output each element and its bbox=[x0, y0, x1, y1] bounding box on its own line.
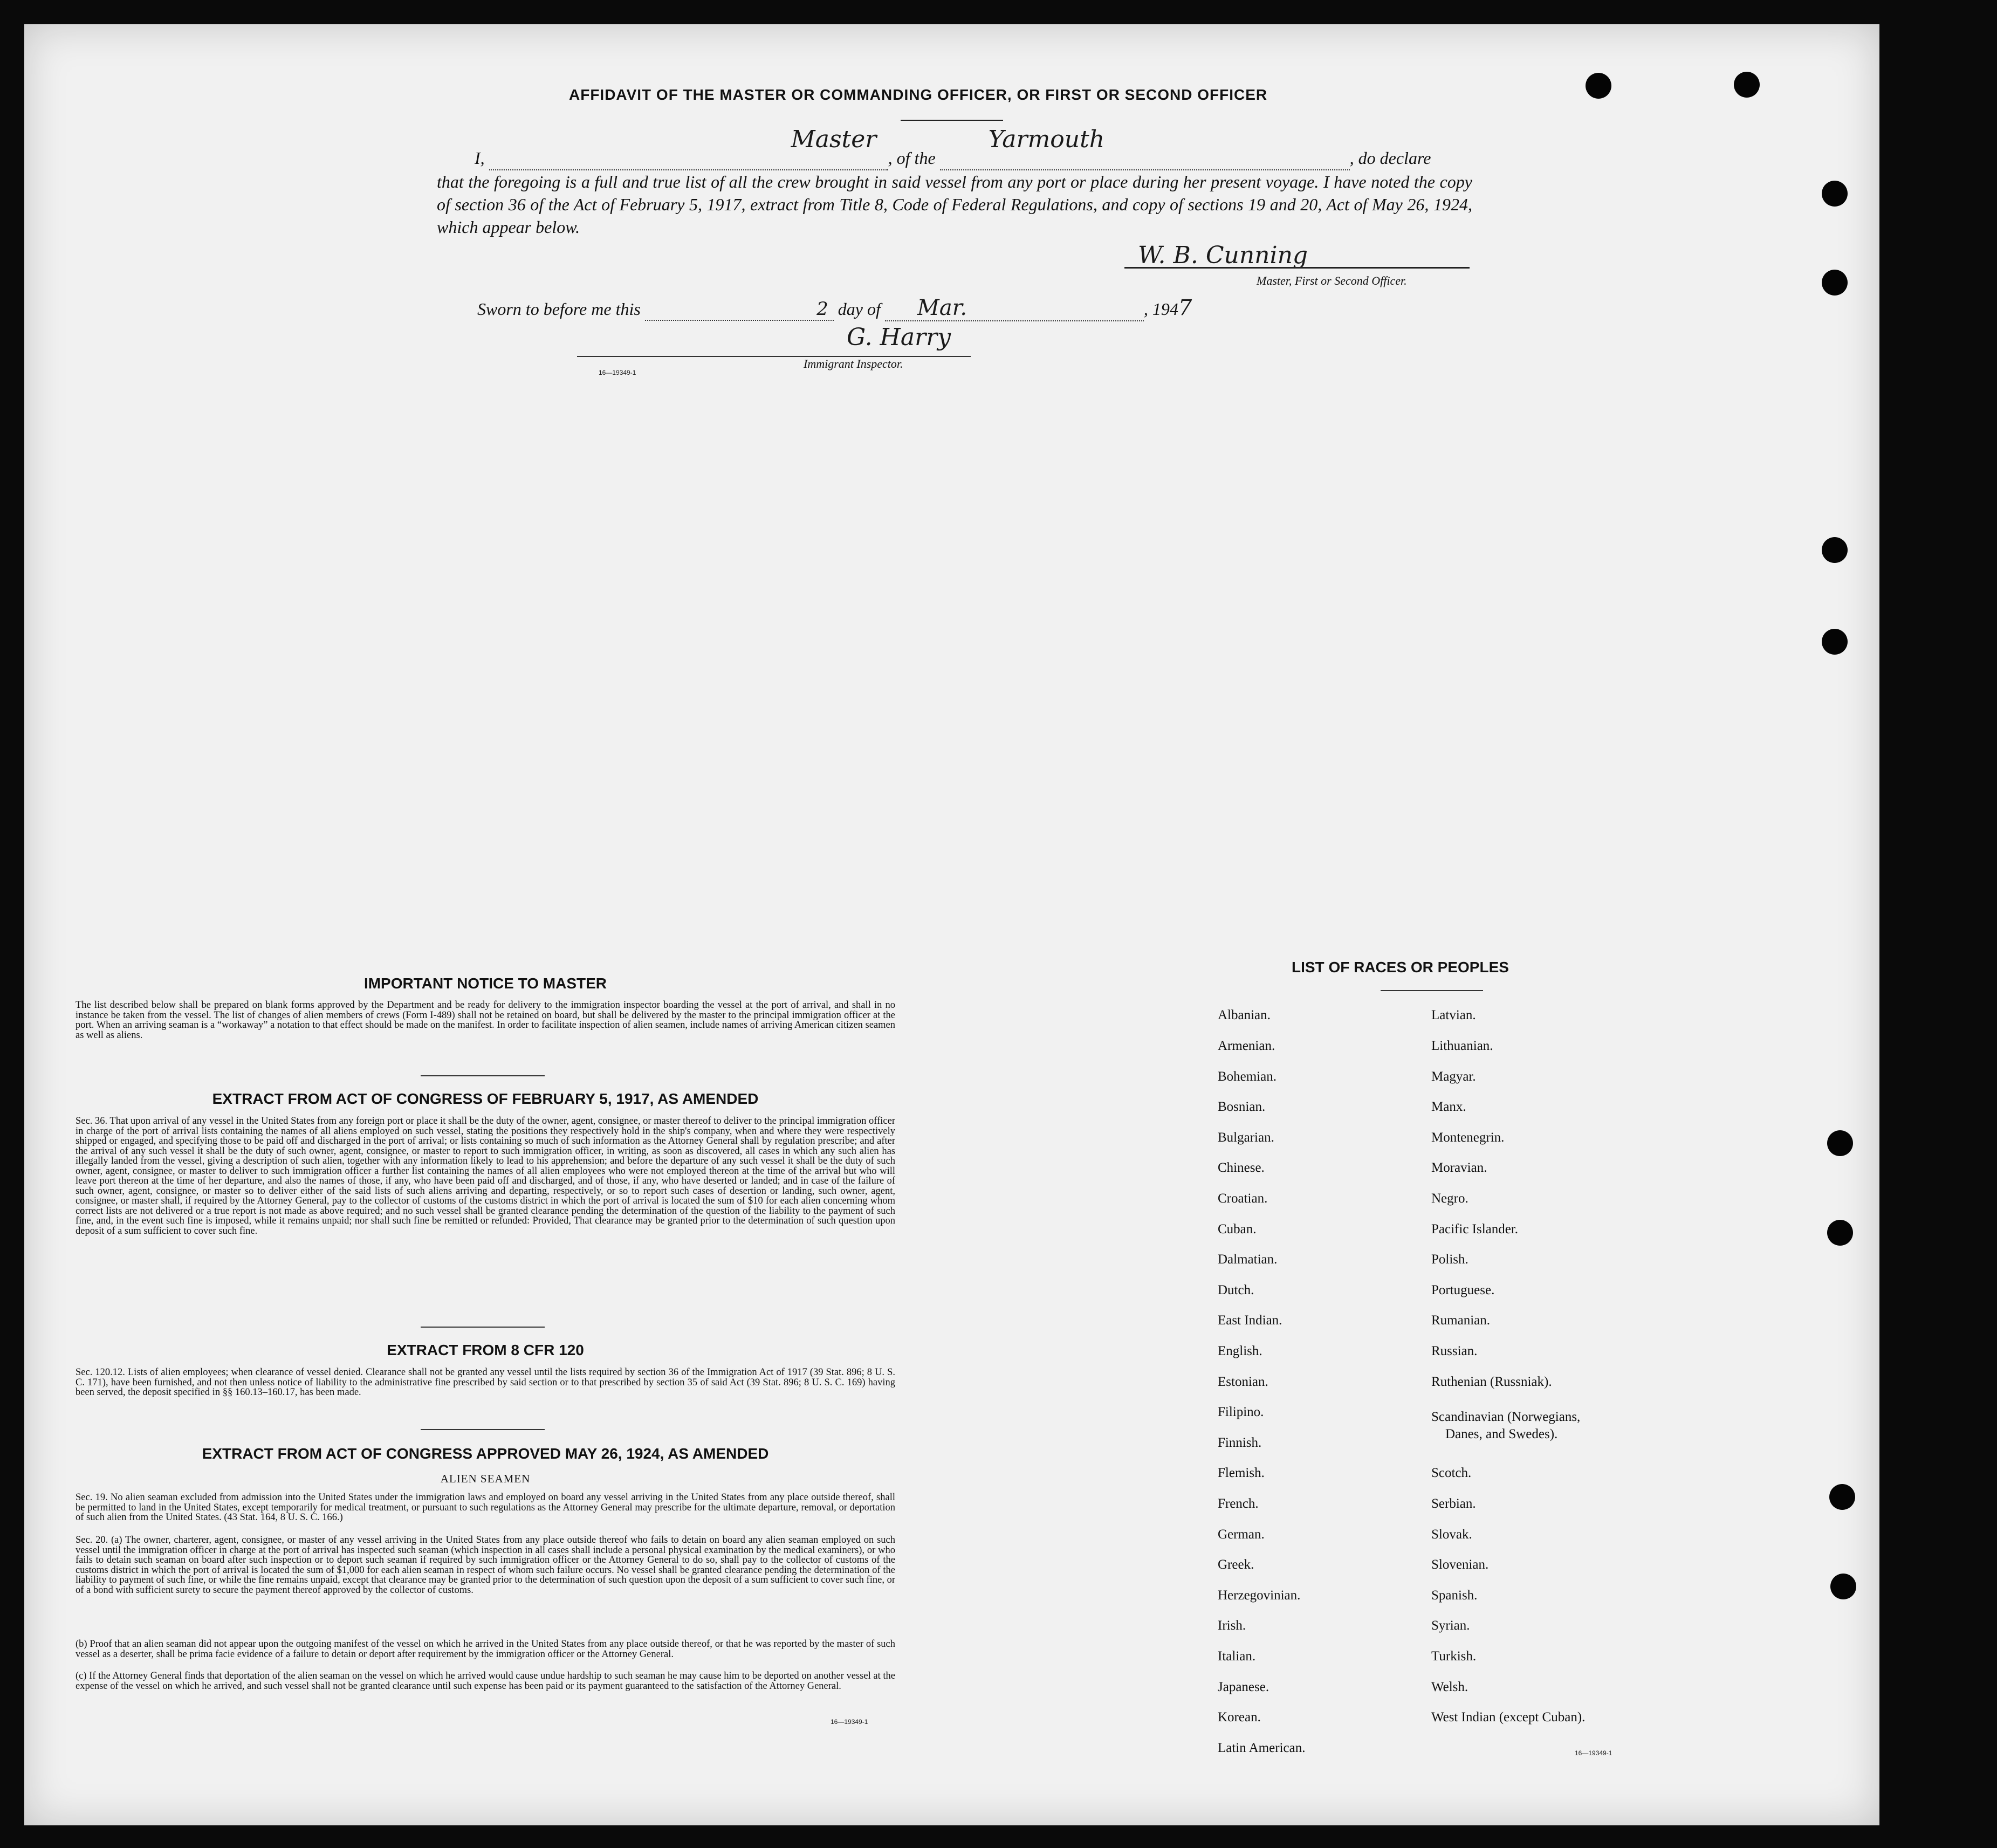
races-rule bbox=[1381, 990, 1483, 991]
races-title: LIST OF RACES OR PEOPLES bbox=[1292, 959, 1509, 975]
form-number: 16—19349-1 bbox=[831, 1718, 868, 1726]
race-left-item: Dalmatian. bbox=[1218, 1252, 1278, 1267]
race-right-item: Magyar. bbox=[1431, 1069, 1476, 1084]
section-rule bbox=[421, 1327, 545, 1328]
race-left-item: Flemish. bbox=[1218, 1466, 1265, 1480]
race-left-item: Italian. bbox=[1218, 1649, 1256, 1664]
declaration-pronoun: I, bbox=[475, 148, 485, 168]
race-right-item: Moravian. bbox=[1431, 1160, 1487, 1175]
race-right-item: Turkish. bbox=[1431, 1649, 1477, 1664]
affidavit-body bbox=[437, 126, 1472, 238]
race-right-item: West Indian (except Cuban). bbox=[1431, 1710, 1586, 1725]
race-right-item: Welsh. bbox=[1431, 1680, 1468, 1694]
master-signature: W. B. Cunning bbox=[1138, 242, 1308, 269]
notice-title: IMPORTANT NOTICE TO MASTER bbox=[363, 975, 607, 992]
section-rule bbox=[421, 1429, 545, 1430]
vessel-name-handwritten: Yarmouth bbox=[988, 126, 1105, 153]
inspector-caption: Immigrant Inspector. bbox=[804, 357, 903, 370]
punch-hole bbox=[1734, 72, 1760, 98]
punch-hole bbox=[1829, 1484, 1855, 1510]
race-left-item: Estonian. bbox=[1218, 1375, 1268, 1389]
notice-text: The list described below shall be prepared on blank forms approved by the Department and be ready for delivery to the immigration inspector boarding the vessel at the port of arrival, and shall in no instance be taken from the vessel. The list of changes of alien members of crews (Form I-489) shall not be retained on board, but shall be delivered by the master to the principal immigration officer at the port. When an arriving seaman is a “workaway” a notation to that effect should be made on the manifest. In order to facilitate inspection of alien seamen, include names of arriving American citizen seamen as well as aliens. bbox=[76, 1000, 895, 1041]
race-right-item: Slovak. bbox=[1431, 1527, 1472, 1542]
of-the-label: , of the bbox=[888, 148, 936, 168]
race-right-item: Latvian. bbox=[1431, 1008, 1476, 1022]
race-left-item: Filipino. bbox=[1218, 1405, 1264, 1419]
declare-label: , do declare bbox=[1349, 148, 1431, 168]
race-right-item: Scotch. bbox=[1431, 1466, 1472, 1480]
race-left-item: French. bbox=[1218, 1496, 1259, 1511]
race-right-item: Rumanian. bbox=[1431, 1313, 1491, 1328]
race-left-item: Bohemian. bbox=[1218, 1069, 1277, 1084]
race-left-item: Croatian. bbox=[1218, 1191, 1268, 1206]
punch-hole bbox=[1827, 1220, 1853, 1246]
sworn-year-prefix: , 194 bbox=[1143, 299, 1178, 319]
extract-1924-subtitle: ALIEN SEAMEN bbox=[440, 1472, 531, 1485]
day-of-label: day of bbox=[838, 299, 881, 319]
punch-hole bbox=[1822, 181, 1848, 207]
race-right-item: Polish. bbox=[1431, 1252, 1468, 1267]
race-right-item: Montenegrin. bbox=[1431, 1130, 1505, 1145]
sworn-year-digit: 7 bbox=[1178, 296, 1192, 320]
sworn-day: 2 bbox=[816, 298, 828, 320]
race-left-item: Armenian. bbox=[1218, 1039, 1275, 1053]
race-left-item: Bulgarian. bbox=[1218, 1130, 1274, 1145]
race-right-item: Lithuanian. bbox=[1431, 1039, 1493, 1053]
sworn-day-field bbox=[645, 298, 834, 321]
race-left-item: Albanian. bbox=[1218, 1008, 1271, 1022]
race-left-item: Irish. bbox=[1218, 1618, 1246, 1633]
punch-hole bbox=[1822, 629, 1848, 655]
race-left-item: German. bbox=[1218, 1527, 1265, 1542]
extract-1924-title: EXTRACT FROM ACT OF CONGRESS APPROVED MAY 26, 1924, AS AMENDED bbox=[202, 1445, 769, 1462]
form-number: 16—19349-1 bbox=[599, 369, 636, 376]
extract-1917-title: EXTRACT FROM ACT OF CONGRESS OF FEBRUARY 5, 1917, AS AMENDED bbox=[212, 1090, 759, 1107]
declarant-role-field bbox=[489, 126, 888, 170]
title-rule bbox=[901, 120, 1003, 121]
race-right-item: Portuguese. bbox=[1431, 1283, 1495, 1297]
punch-hole bbox=[1822, 537, 1848, 563]
race-right-item: Slovenian. bbox=[1431, 1557, 1489, 1572]
punch-hole bbox=[1827, 1130, 1853, 1156]
race-right-item: Ruthenian (Russniak). bbox=[1431, 1375, 1552, 1389]
inspector-signature-line bbox=[577, 356, 971, 357]
race-left-item: East Indian. bbox=[1218, 1313, 1282, 1328]
race-right-item: Syrian. bbox=[1431, 1618, 1470, 1633]
form-number: 16—19349-1 bbox=[1575, 1749, 1612, 1757]
extract-1924-sec20b: (b) Proof that an alien seaman did not appear upon the outgoing manifest of the vessel on which he arrived in the United States from any place outside thereof, or that he was reported by the master of such vessel as a deserter, shall be prima facie evidence of a failure to detain or deport after requirement by the immigration officer or the Attorney General. bbox=[76, 1639, 895, 1660]
extract-1924-sec19: Sec. 19. No alien seaman excluded from admission into the United States under the immigration laws and employed on board any vessel arriving in the United States from any place outside thereof, shall be permitted to land in the United States, except temporarily for medical treatment, or pursuant to such regulations as the Attorney General may prescribe for the ultimate departure, removal, or deportation of such alien from the United States. (43 Stat. 164, 8 U. S. C. 166.) bbox=[76, 1492, 895, 1523]
signature-line bbox=[1124, 267, 1470, 269]
race-left-item: Greek. bbox=[1218, 1557, 1254, 1572]
race-left-item: Korean. bbox=[1218, 1710, 1261, 1725]
sworn-line bbox=[477, 296, 1192, 321]
affidavit-title: AFFIDAVIT OF THE MASTER OR COMMANDING OFFICER, OR FIRST OR SECOND OFFICER bbox=[569, 86, 1268, 103]
punch-hole bbox=[1830, 1574, 1856, 1599]
punch-hole bbox=[1586, 73, 1611, 99]
race-left-item: Herzegovinian. bbox=[1218, 1588, 1301, 1603]
race-left-item: Cuban. bbox=[1218, 1222, 1257, 1236]
extract-1924-sec20a: Sec. 20. (a) The owner, charterer, agent, consignee, or master of any vessel arriving in the United States from any place outside thereof who fails to detain on board any alien seaman employed on such vessel until the immigration officer in charge at the port of arrival has inspected such seaman (which inspection in all cases shall include a personal physical examination by the medical examiners), or who fails to detain such seaman on board after such inspection or to deport such seaman if required by such immigration officer or the Attorney General to do so, shall pay to the collector of customs of the customs district in which the port of arrival is located the sum of $1,000 for each alien seaman in respect of whom such failure occurs. No vessel shall be granted clearance pending the determination of the liability to payment of such fine, or while the fine remains unpaid, except that clearance may be granted prior to the determination of such question upon the deposit of a sum sufficient to cover such fine, or of a bond with sufficient surety to secure the payment thereof approved by the collector of customs. bbox=[76, 1535, 895, 1596]
sworn-month: Mar. bbox=[917, 296, 967, 320]
race-left-item: Dutch. bbox=[1218, 1283, 1254, 1297]
race-right-item: Pacific Islander. bbox=[1431, 1222, 1519, 1236]
race-right-item: Manx. bbox=[1431, 1100, 1466, 1114]
sworn-label: Sworn to before me this bbox=[477, 299, 641, 319]
race-right-item: Scandinavian (Norwegians, bbox=[1431, 1410, 1581, 1424]
race-right-item: Serbian. bbox=[1431, 1496, 1476, 1511]
signature-caption: Master, First or Second Officer. bbox=[1257, 274, 1407, 287]
extract-1917-text: Sec. 36. That upon arrival of any vessel in the United States from any foreign port or place it shall be the duty of the owner, agent, consignee, or master thereof to deliver to the principal immigration officer in charge of the port of arrival lists containing the names of all aliens employed on such vessel, stating the positions they respectively hold in the ship's company, when and where they were respectively shipped or engaged, and specifying those to be paid off and discharged in the port of arrival; or lists containing so much of such information as the Attorney General shall by regulation prescribe; and after the arrival of any such vessel it shall be the duty of such owner, agent, consignee, or master to report to such immigration officer, in writing, as soon as discovered, all cases in which any such alien has illegally landed from the vessel, giving a description of such alien, together with any information likely to lead to his apprehension; and before the departure of any such vessel it shall be the duty of such owner, agent, consignee, or master to deliver to such immigration officer a further list containing the names of all alien employees who were not employed thereon at the time of the arrival but who will leave port thereon at the time of her departure, and also the names of those, if any, who have been paid off and discharged, and of those, if any, who have deserted or landed; and in case of the failure of such owner, agent, consignee, or master so to deliver either of the said lists of such aliens arriving and departing, respectively, or so to report such cases of desertion or landing, such owner, agent, consignee, or master shall, if required by the Attorney General, pay to the collector of customs of the customs district in which the port of arrival is located the sum of $10 for each alien concerning whom correct lists are not delivered or a true report is not made as above required; and no such vessel shall be granted clearance pending the determination of the question of the liability to the payment of such fine, and, in the event such fine is imposed, while it remains unpaid; nor shall such fine be remitted or refunded: Provided, That clearance may be granted prior to the determination of such question upon deposit of a sum sufficient to cover such fine. bbox=[76, 1116, 895, 1236]
sworn-month-field bbox=[885, 296, 1144, 321]
race-left-item: Chinese. bbox=[1218, 1160, 1265, 1175]
race-right-item: Negro. bbox=[1431, 1191, 1468, 1206]
race-left-item: Finnish. bbox=[1218, 1435, 1262, 1450]
extract-cfr-text: Sec. 120.12. Lists of alien employees; when clearance of vessel denied. Clearance shall not be granted any vessel until the lists required by section 36 of the Immigration Act of 1917 (39 Stat. 896; 8 U. S. C. 171), have been furnished, and not then unless notice of liability to the administrative fine prescribed by said section or to that prescribed by section 35 of said Act (39 Stat. 896; 8 U. S. C. 169) having been served, the deposit specified in §§ 160.13–160.17, has been made. bbox=[76, 1367, 895, 1398]
race-left-item: Japanese. bbox=[1218, 1680, 1269, 1694]
race-left-item: English. bbox=[1218, 1344, 1262, 1358]
race-right-item: Russian. bbox=[1431, 1344, 1478, 1358]
punch-hole bbox=[1822, 270, 1848, 296]
vessel-name-field bbox=[940, 126, 1350, 170]
section-rule bbox=[421, 1075, 545, 1076]
extract-1924-sec20c: (c) If the Attorney General finds that deportation of the alien seaman on the vessel on which he arrived would cause undue hardship to such seaman he may cause him to be deported on another vessel at the expense of the vessel on which he arrived, and such vessel shall not be granted clearance until such expense has been paid or its payment guaranteed to the satisfaction of the Attorney General. bbox=[76, 1671, 895, 1692]
extract-cfr-title: EXTRACT FROM 8 CFR 120 bbox=[387, 1342, 584, 1358]
race-left-item: Latin American. bbox=[1218, 1741, 1306, 1755]
affidavit-text: that the foregoing is a full and true list of all the crew brought in said vessel from any port or place during her present voyage. I have noted the copy of section 36 of the Act of February 5, 1917, extract from Title 8, Code of Federal Regulations, and copy of sections 19 and 20, Act of May 26, 1924, which appear below. bbox=[437, 172, 1472, 237]
inspector-signature: G. Harry bbox=[847, 324, 951, 351]
declarant-role-handwritten: Master bbox=[791, 126, 877, 153]
race-right-item: Spanish. bbox=[1431, 1588, 1478, 1603]
race-right-item: Danes, and Swedes). bbox=[1445, 1427, 1558, 1441]
race-left-item: Bosnian. bbox=[1218, 1100, 1266, 1114]
